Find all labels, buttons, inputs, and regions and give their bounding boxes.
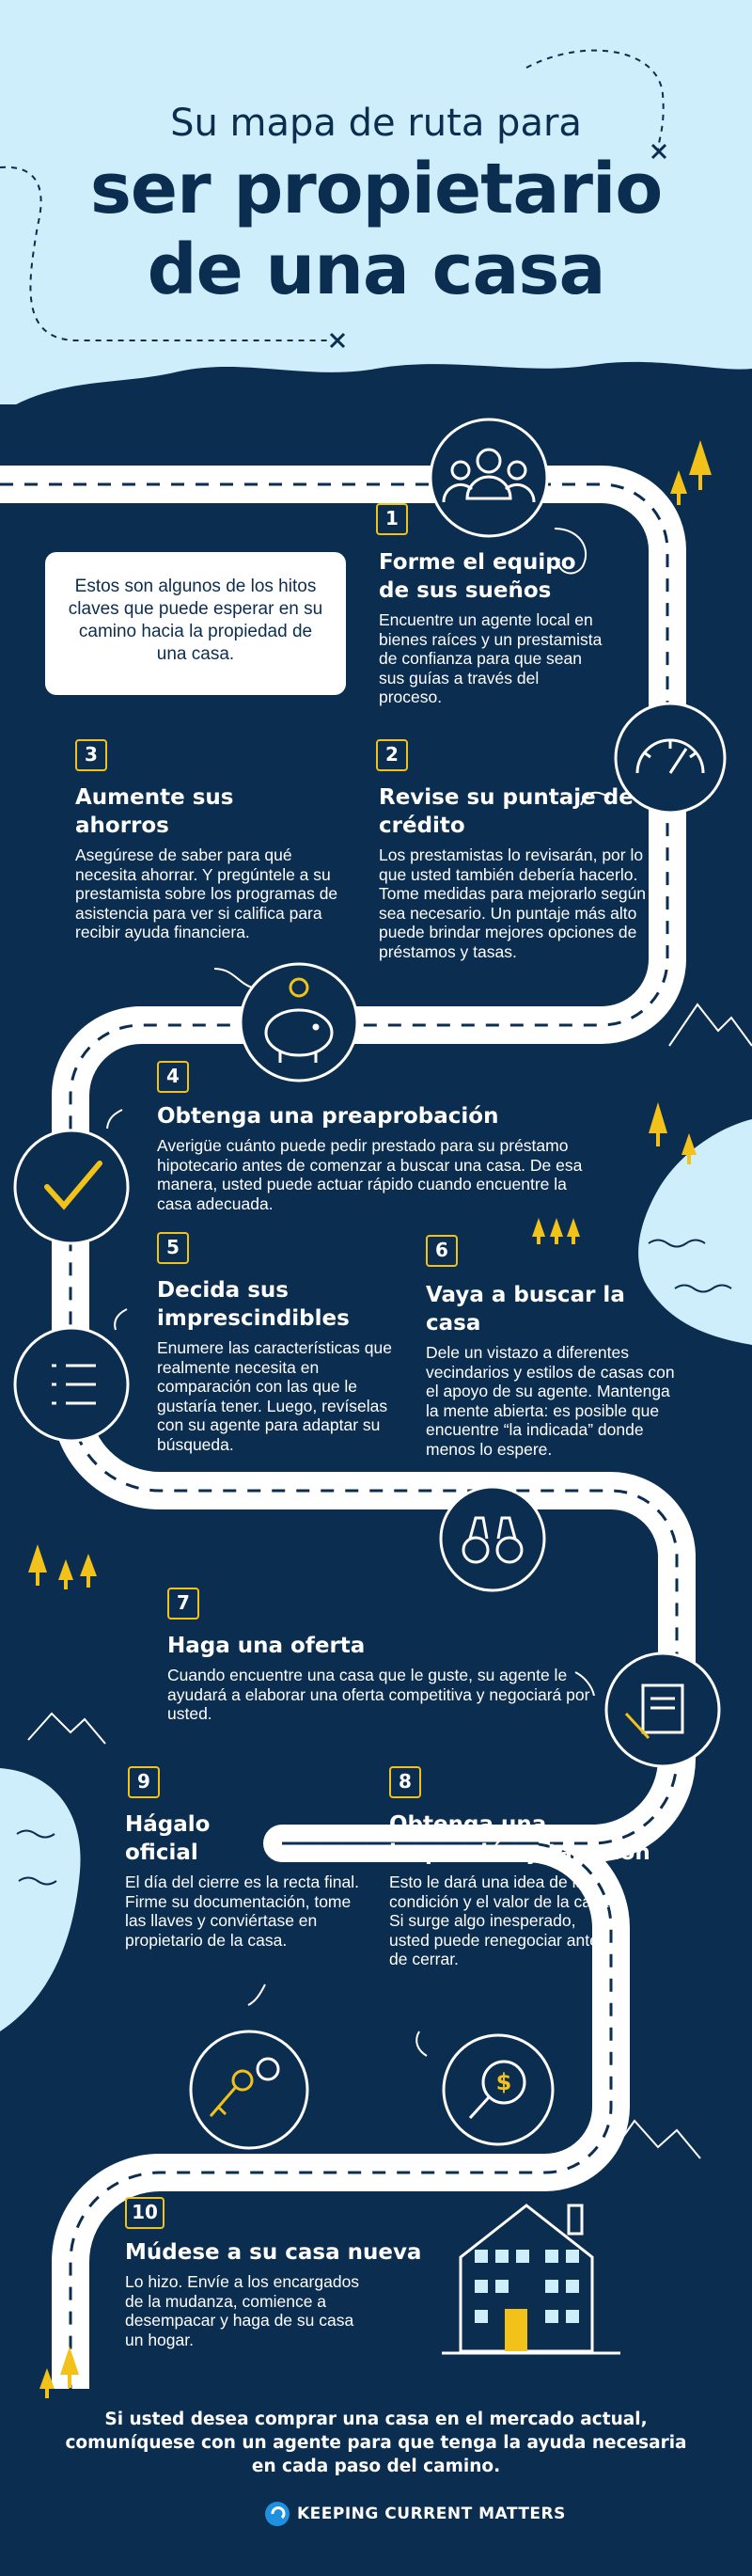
step-5-title: Decida sus imprescindibles	[157, 1278, 350, 1331]
checkmark-icon-circle	[15, 1130, 128, 1243]
step-1-body: Encuentre un agente local en bienes raíces y un prestamista de confianza para que sean sus guías a través del proceso.	[379, 610, 603, 706]
step-1-number: 1	[376, 503, 408, 535]
step-10-body: Lo hizo. Envíe a los encargados de la mudanza, comience a desempacar y haga de su casa un hogar.	[125, 2272, 360, 2349]
step-6	[426, 1281, 675, 1459]
step-3-body: Asegúrese de saber para qué necesita ahorrar. Y pregúntele a su prestamista sobre los programas de asistencia para ver si califica para recibir ayuda financiera.	[75, 845, 338, 941]
step-6-number: 6	[426, 1235, 458, 1267]
step-6-body: Dele un vistazo a diferentes vecindarios y estilos de casas con el apoyo de su agente. Mantenga la mente abierta: es posible que encuentre “la indicada” donde menos lo espere.	[426, 1343, 675, 1459]
step-1	[379, 548, 604, 707]
step-7-number: 7	[167, 1588, 199, 1620]
step-5	[157, 1276, 406, 1454]
step-2-title: Revise su puntaje de crédito	[379, 785, 634, 838]
step-9-number: 9	[128, 1766, 160, 1798]
step-4	[157, 1102, 599, 1213]
step-9	[125, 1810, 365, 1950]
svg-text:$: $	[495, 2069, 512, 2095]
brand-name: KEEPING CURRENT MATTERS	[297, 2505, 566, 2523]
step-8-number: 8	[389, 1766, 421, 1798]
step-5-body: Enumere las características que realmente necesita en comparación con las que le gustaría tener. Luego, revíselas con su agente para adaptar su búsqueda.	[157, 1338, 392, 1454]
step-7-title: Haga una oferta	[167, 1634, 366, 1658]
step-3-title: Aumente sus ahorros	[75, 785, 234, 838]
step-4-number: 4	[157, 1061, 189, 1093]
step-7-body: Cuando encuentre una casa que le guste, su agente le ayudará a elaborar una oferta competitiva y negociará por usted.	[167, 1666, 590, 1723]
step-10	[125, 2191, 435, 2349]
keys-icon-circle	[191, 2031, 307, 2148]
footer-cta: Si usted desea comprar una casa en el mercado actual, comuníquese con un agente para que tenga la ayuda necesaria en cada paso del camino.	[65, 2410, 687, 2476]
piggy-bank-icon-circle	[241, 964, 357, 1081]
step-10-title: Múdese a su casa nueva	[125, 2240, 422, 2265]
step-3-number: 3	[75, 739, 107, 771]
step-5-number: 5	[157, 1232, 189, 1264]
step-2-number: 2	[376, 739, 408, 771]
page-title	[0, 149, 752, 310]
step-4-title: Obtenga una preaprobación	[157, 1104, 499, 1129]
house-icon	[442, 2205, 620, 2353]
binoculars-icon-circle	[441, 1487, 544, 1590]
step-2	[379, 783, 647, 961]
step-8	[389, 1810, 657, 1969]
brand-icon	[265, 2502, 290, 2526]
step-9-body: El día del cierre es la recta final. Firme su documentación, tome las llaves y conviértase en propietario de la casa.	[125, 1873, 360, 1950]
contract-icon-circle	[606, 1653, 719, 1766]
title-line-3: de una casa	[147, 229, 605, 310]
step-10-number: 10	[125, 2197, 164, 2229]
step-4-body: Averigüe cuánto puede pedir prestado para su préstamo hipotecario antes de comenzar a buscar una casa. De esa manera, usted puede actuar rápido cuando encuentre la casa adecuada.	[157, 1136, 583, 1213]
step-6-title: Vaya a buscar la casa	[426, 1283, 625, 1335]
brand-logo	[265, 2502, 566, 2526]
step-8-body: Esto le dará una idea de la condición y el valor de la casa. Si surge algo inesperado, usted puede renegociar antes de cerrar.	[389, 1873, 614, 1968]
step-7	[167, 1632, 595, 1724]
step-2-body: Los prestamistas lo revisarán, por lo que usted también debería hacerlo. Tome medidas para mejorarlo según sea necesario. Un puntaje más alto puede brindar mejores opciones de préstamos y tasas.	[379, 845, 647, 961]
title-line-2: ser propietario	[89, 149, 663, 229]
step-8-title: Obtenga una inspección y tasación	[389, 1812, 650, 1865]
intro-card: Estos son algunos de los hitos claves que puede esperar en su camino hacia la propiedad de una casa.	[45, 552, 346, 695]
step-9-title: Hágalo oficial	[125, 1812, 211, 1865]
page-subtitle: Su mapa de ruta para	[170, 102, 582, 145]
cloud-shape	[0, 1768, 81, 2031]
step-3	[75, 783, 357, 942]
step-1-title: Forme el equipo de sus sueños	[379, 550, 576, 603]
